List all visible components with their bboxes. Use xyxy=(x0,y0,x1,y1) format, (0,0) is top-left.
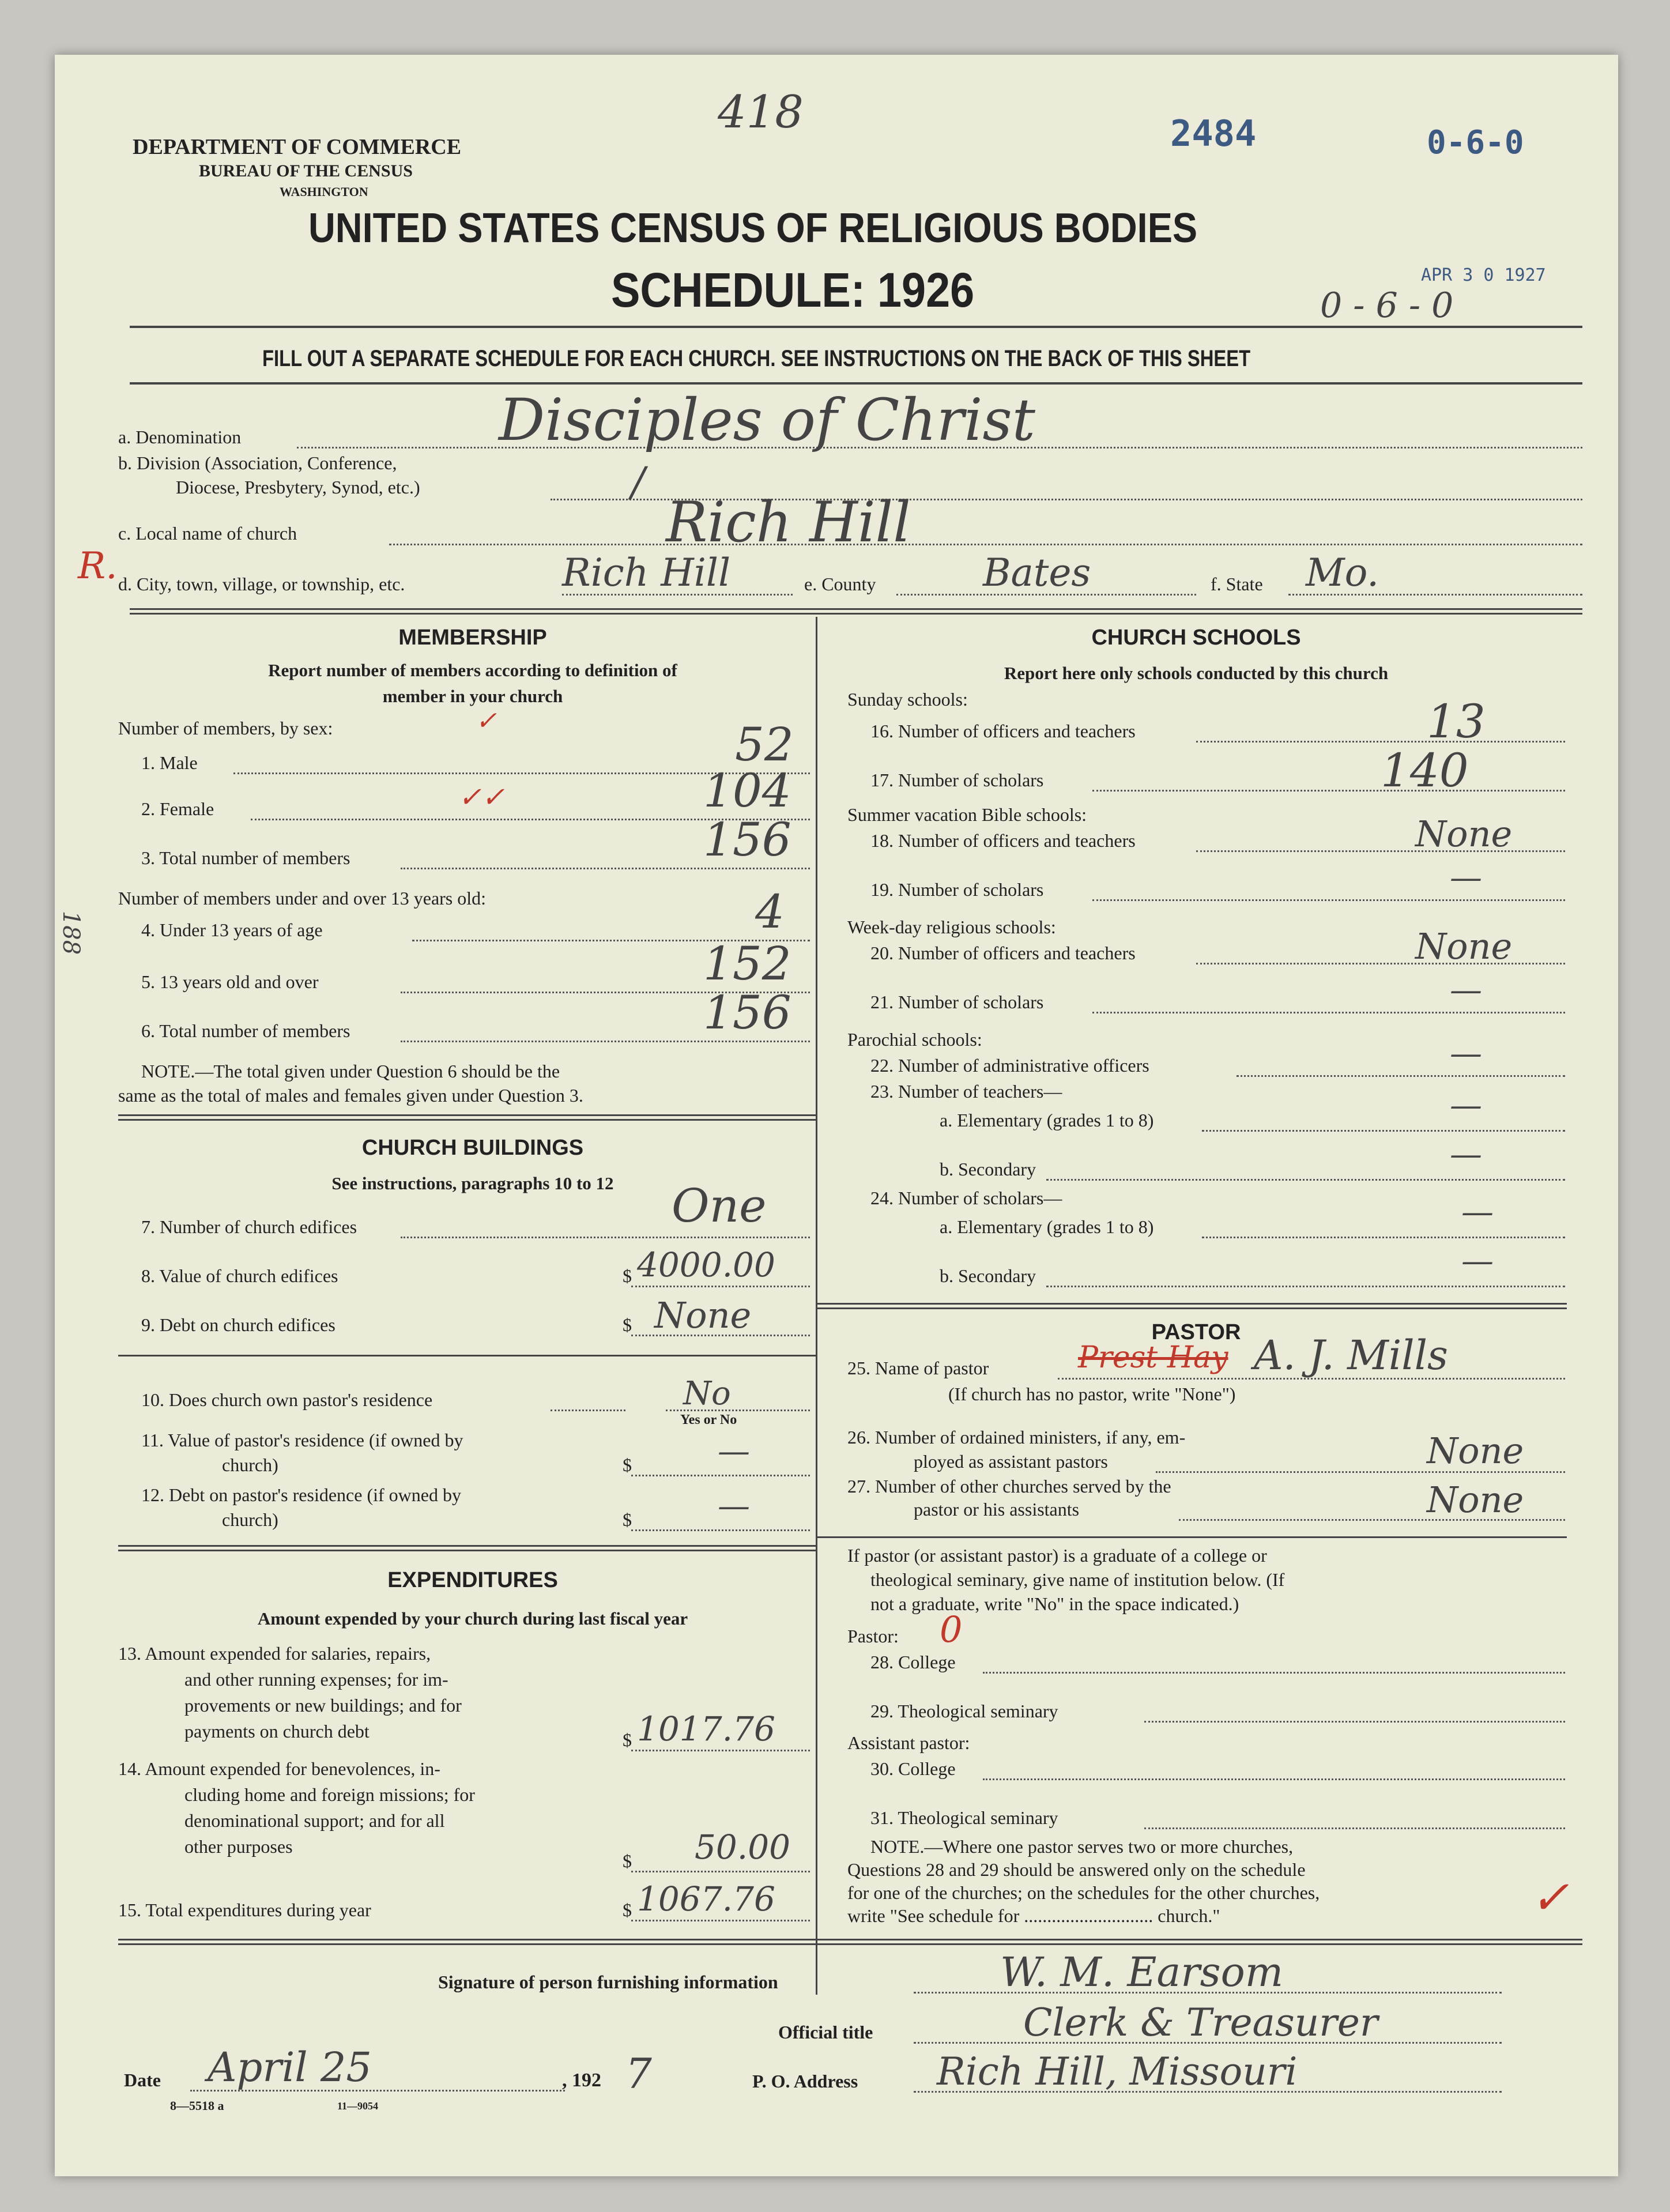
q3-value: 156 xyxy=(703,813,791,866)
divider xyxy=(118,1550,816,1551)
dollar-sign: $ xyxy=(623,1509,632,1530)
state-value: Mo. xyxy=(1306,551,1379,595)
q14-line-4: other purposes xyxy=(184,1836,293,1857)
expenditures-heading: EXPENDITURES xyxy=(387,1568,558,1592)
q23b-label: b. Secondary xyxy=(940,1159,1036,1180)
year-prefix: , 192 xyxy=(562,2070,601,2091)
q31-label: 31. Theological seminary xyxy=(870,1807,1058,1828)
membership-note: NOTE.—The total given under Question 6 should be the xyxy=(141,1061,560,1081)
pastor-note-3: for one of the churches; on the schedules for the other churches, xyxy=(847,1882,1320,1903)
divider xyxy=(130,613,1582,615)
graduate-instruction-2: theological seminary, give name of institution below. (If xyxy=(870,1569,1285,1590)
date-value: April 25 xyxy=(208,2044,372,2091)
city-label: WASHINGTON xyxy=(280,184,368,199)
official-title-label: Official title xyxy=(778,2022,873,2043)
membership-note-2: same as the total of males and females given under Question 3. xyxy=(118,1085,583,1106)
q2-value: 104 xyxy=(703,764,791,817)
q10-hint: Yes or No xyxy=(680,1412,737,1427)
assistant-pastor-label: Assistant pastor: xyxy=(847,1732,970,1753)
divider xyxy=(118,1119,816,1121)
q25-label: 25. Name of pastor xyxy=(847,1358,989,1378)
q11-label: 11. Value of pastor's residence (if owned by xyxy=(141,1430,463,1450)
city-town-label: d. City, town, village, or township, etc. xyxy=(118,574,405,594)
bureau: BUREAU OF THE CENSUS xyxy=(199,161,413,180)
schools-intro: Report here only schools conducted by this church xyxy=(1004,663,1389,683)
local-name-line xyxy=(389,544,1582,545)
print-number: 11—9054 xyxy=(337,2100,379,2112)
handwritten-code: 0 - 6 - 0 xyxy=(1320,285,1454,326)
q13-line-1: 13. Amount expended for salaries, repairs, xyxy=(118,1643,431,1664)
divider xyxy=(118,1939,1582,1940)
q28-label: 28. College xyxy=(870,1652,956,1672)
q23a-value: — xyxy=(1450,1087,1482,1124)
divider xyxy=(130,326,1582,328)
graduate-instruction: If pastor (or assistant pastor) is a graduate of a college or xyxy=(847,1545,1267,1566)
q20-label: 20. Number of officers and teachers xyxy=(870,943,1136,963)
q7-label: 7. Number of church edifices xyxy=(141,1216,357,1237)
q9-label: 9. Debt on church edifices xyxy=(141,1314,335,1335)
q13-line-3: provements or new buildings; and for xyxy=(184,1695,462,1716)
q14-value: 50.00 xyxy=(695,1827,791,1867)
handwritten-number: 418 xyxy=(718,86,804,138)
q14-line-3: denominational support; and for all xyxy=(184,1810,445,1831)
q23a-label: a. Elementary (grades 1 to 8) xyxy=(940,1110,1154,1131)
q27-value: None xyxy=(1427,1479,1524,1521)
q30-label: 30. College xyxy=(870,1758,956,1779)
column-divider xyxy=(816,617,817,1995)
q22-label: 22. Number of administrative officers xyxy=(870,1055,1149,1076)
buildings-heading: CHURCH BUILDINGS xyxy=(361,1136,584,1160)
q21-value: — xyxy=(1450,971,1482,1009)
q23-label: 23. Number of teachers— xyxy=(870,1081,1062,1102)
form-subtitle: SCHEDULE: 1926 xyxy=(611,263,975,317)
pastor-label: Pastor: xyxy=(847,1626,899,1646)
q24a-value: — xyxy=(1461,1193,1494,1231)
q23b-value: — xyxy=(1450,1136,1482,1173)
q9-value: None xyxy=(654,1294,752,1336)
membership-intro-2: member in your church xyxy=(382,686,563,706)
check-mark: ✓✓ xyxy=(458,781,505,813)
state-label: f. State xyxy=(1211,574,1263,594)
divider xyxy=(118,1943,1582,1945)
schools-heading: CHURCH SCHOOLS xyxy=(1091,625,1301,650)
census-schedule-sheet xyxy=(55,55,1618,2176)
q27-label: 27. Number of other churches served by the xyxy=(847,1476,1171,1497)
summer-schools-label: Summer vacation Bible schools: xyxy=(847,804,1087,825)
po-address-value: Rich Hill, Missouri xyxy=(937,2049,1298,2094)
dollar-sign: $ xyxy=(623,1265,632,1286)
q7-value: One xyxy=(672,1179,767,1233)
division-label: b. Division (Association, Conference, xyxy=(118,453,397,473)
signature-label: Signature of person furnishing information xyxy=(438,1972,778,1992)
divider xyxy=(817,1303,1567,1305)
q15-label: 15. Total expenditures during year xyxy=(118,1900,371,1920)
instruction-banner: FILL OUT A SEPARATE SCHEDULE FOR EACH CHURCH. SEE INSTRUCTIONS ON THE BACK OF THIS SHEET xyxy=(262,346,1251,371)
q24b-value: — xyxy=(1461,1242,1494,1280)
q24b-label: b. Secondary xyxy=(940,1265,1036,1286)
signature-value: W. M. Earsom xyxy=(1000,1949,1284,1996)
q4-value: 4 xyxy=(755,885,785,939)
q28-field xyxy=(983,1672,1565,1674)
q13-line-4: payments on church debt xyxy=(184,1721,370,1742)
county-value: Bates xyxy=(983,551,1091,595)
q8-value: 4000.00 xyxy=(637,1245,775,1284)
denomination-value: Disciples of Christ xyxy=(499,386,1035,454)
serial-stamp: 2484 xyxy=(1170,112,1257,154)
q29-label: 29. Theological seminary xyxy=(870,1701,1058,1721)
q21-label: 21. Number of scholars xyxy=(870,992,1044,1012)
q19-label: 19. Number of scholars xyxy=(870,879,1044,900)
q12-label: 12. Debt on pastor's residence (if owned by xyxy=(141,1484,461,1505)
q17-value: 140 xyxy=(1381,744,1469,797)
q8-label: 8. Value of church edifices xyxy=(141,1265,338,1286)
local-name-value: Rich Hill xyxy=(666,490,911,555)
q5-value: 152 xyxy=(703,937,791,990)
department: DEPARTMENT OF COMMERCE xyxy=(133,135,462,159)
check-mark: ✓ xyxy=(476,706,497,736)
divider xyxy=(817,1536,1567,1538)
q25-hint: (If church has no pastor, write "None") xyxy=(948,1384,1236,1404)
county-label: e. County xyxy=(804,574,876,594)
q14-line-1: 14. Amount expended for benevolences, in- xyxy=(118,1758,440,1779)
code-stamp: 0-6-0 xyxy=(1427,124,1524,161)
pastor-heading: PASTOR xyxy=(1151,1320,1241,1344)
date-label: Date xyxy=(124,2070,161,2090)
q6-value: 156 xyxy=(703,986,791,1039)
q10-label: 10. Does church own pastor's residence xyxy=(141,1389,433,1410)
membership-intro: Report number of members according to definition of xyxy=(268,660,677,680)
q16-label: 16. Number of officers and teachers xyxy=(870,721,1136,741)
q15-value: 1067.76 xyxy=(637,1879,775,1919)
graduate-instruction-3: not a graduate, write "No" in the space indicated.) xyxy=(870,1593,1239,1614)
q2-label: 2. Female xyxy=(141,798,214,819)
q11-value: — xyxy=(718,1433,750,1470)
q5-label: 5. 13 years old and over xyxy=(141,971,319,992)
q4-label: 4. Under 13 years of age xyxy=(141,920,323,940)
members-by-sex: Number of members, by sex: xyxy=(118,718,333,738)
q25-struck: Prest Hay xyxy=(1078,1340,1228,1375)
po-address-label: P. O. Address xyxy=(752,2071,858,2092)
q26-label: 26. Number of ordained ministers, if any, em- xyxy=(847,1427,1186,1448)
q22-value: — xyxy=(1450,1035,1482,1072)
pastor-value: 0 xyxy=(940,1608,963,1650)
q12-label-2: church) xyxy=(222,1509,278,1530)
q18-label: 18. Number of officers and teachers xyxy=(870,830,1136,851)
divider xyxy=(130,608,1582,610)
pastor-note-4: write "See schedule for ............................ church." xyxy=(847,1905,1220,1926)
date-stamp: APR 3 0 1927 xyxy=(1421,265,1546,285)
divider xyxy=(118,1355,816,1356)
q3-label: 3. Total number of members xyxy=(141,847,350,868)
q14-line-2: cluding home and foreign missions; for xyxy=(184,1784,475,1805)
margin-mark: R. xyxy=(78,545,118,587)
q16-value: 13 xyxy=(1427,695,1486,748)
division-label-2: Diocese, Presbytery, Synod, etc.) xyxy=(176,477,420,498)
q13-value: 1017.76 xyxy=(637,1709,775,1749)
divider xyxy=(817,1307,1567,1309)
q20-value: None xyxy=(1415,925,1513,967)
check-mark: ✓ xyxy=(1530,1871,1570,1924)
q29-field xyxy=(1144,1721,1565,1723)
q27-label-2: pastor or his assistants xyxy=(914,1499,1080,1520)
parochial-schools-label: Parochial schools: xyxy=(847,1029,982,1050)
expenditures-intro: Amount expended by your church during last fiscal year xyxy=(257,1608,688,1629)
q24-label: 24. Number of scholars— xyxy=(870,1188,1062,1208)
division-value: / xyxy=(631,458,645,506)
age-intro: Number of members under and over 13 years old: xyxy=(118,888,487,909)
year-value: 7 xyxy=(625,2049,652,2098)
q13-line-2: and other running expenses; for im- xyxy=(184,1669,448,1690)
q6-label: 6. Total number of members xyxy=(141,1020,350,1041)
q1-value: 52 xyxy=(735,718,794,771)
denomination-label: a. Denomination xyxy=(118,427,242,447)
dollar-sign: $ xyxy=(623,1454,632,1475)
pastor-note-2: Questions 28 and 29 should be answered only on the schedule xyxy=(847,1859,1306,1880)
q10-value: No xyxy=(683,1375,731,1412)
q1-label: 1. Male xyxy=(141,752,198,773)
weekday-schools-label: Week-day religious schools: xyxy=(847,917,1056,937)
sunday-schools-label: Sunday schools: xyxy=(847,689,968,710)
dollar-sign: $ xyxy=(623,1729,632,1750)
divider xyxy=(118,1545,816,1547)
margin-note: 188 xyxy=(58,910,85,955)
official-title-value: Clerk & Treasurer xyxy=(1023,2000,1378,2045)
membership-heading: MEMBERSHIP xyxy=(398,625,547,650)
q31-field xyxy=(1144,1827,1565,1829)
divider xyxy=(118,1114,816,1116)
q18-value: None xyxy=(1415,813,1513,855)
dollar-sign: $ xyxy=(623,1851,632,1871)
q12-value: — xyxy=(718,1487,750,1525)
dollar-sign: $ xyxy=(623,1900,632,1920)
q26-label-2: ployed as assistant pastors xyxy=(914,1451,1108,1472)
city-town-value: Rich Hill xyxy=(562,551,731,595)
form-title: UNITED STATES CENSUS OF RELIGIOUS BODIES xyxy=(308,205,1198,251)
form-number: 8—5518 a xyxy=(170,2098,224,2113)
pastor-note: NOTE.—Where one pastor serves two or more churches, xyxy=(870,1836,1294,1857)
q19-value: — xyxy=(1450,859,1482,896)
q26-value: None xyxy=(1427,1430,1524,1472)
q17-label: 17. Number of scholars xyxy=(870,770,1044,790)
q24a-label: a. Elementary (grades 1 to 8) xyxy=(940,1216,1154,1237)
q30-field xyxy=(983,1778,1565,1780)
divider xyxy=(130,382,1582,385)
q25-value: A. J. Mills xyxy=(1254,1332,1448,1379)
local-name-label: c. Local name of church xyxy=(118,523,297,544)
buildings-intro: See instructions, paragraphs 10 to 12 xyxy=(331,1173,614,1193)
dollar-sign: $ xyxy=(623,1314,632,1335)
q11-label-2: church) xyxy=(222,1454,278,1475)
